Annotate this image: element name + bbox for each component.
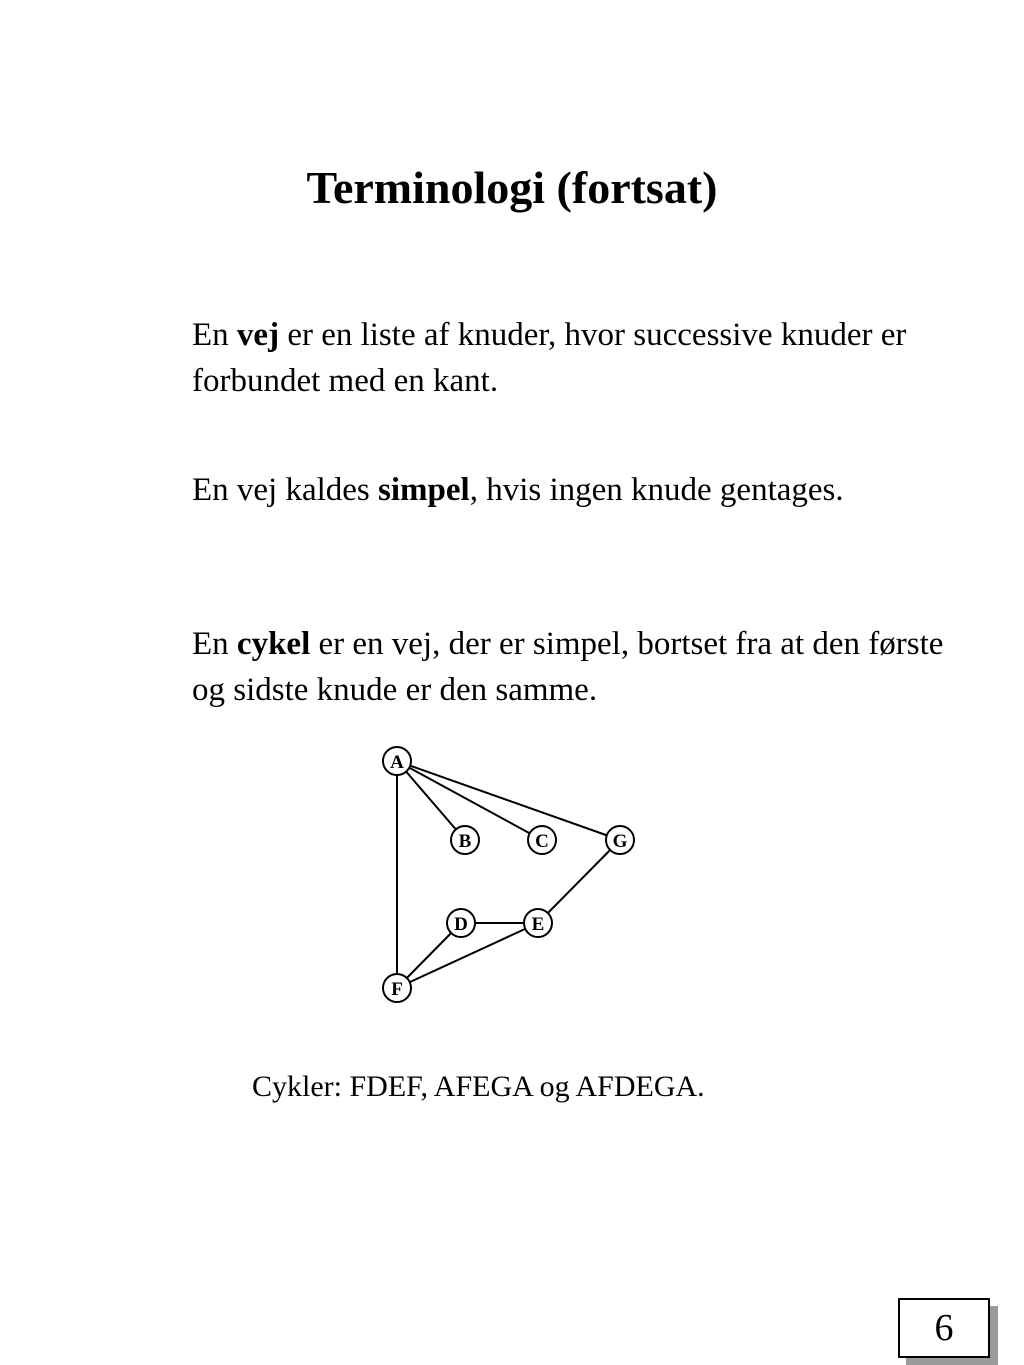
definition-text-pre: En (192, 317, 237, 353)
node-g (606, 826, 634, 854)
node-label: B (458, 831, 472, 852)
definition-text-post: er en liste af knuder, hvor successive knuder er forbundet med en kant. (192, 317, 907, 399)
node-b (451, 826, 479, 854)
node-label: C (535, 831, 549, 852)
cycles-caption: Cykler: FDEF, AFEGA og AFDEGA. (252, 1070, 705, 1103)
node-label: G (612, 831, 628, 852)
definition-text-post: er en vej, der er simpel, bortset fra at den første og sidste knude er den samme. (192, 626, 944, 708)
term-cykel: cykel (236, 626, 311, 662)
node-d (447, 909, 475, 937)
page-number: 6 (898, 1298, 990, 1358)
term-simpel: simpel (378, 472, 470, 508)
node-f (383, 974, 411, 1002)
slide-title: Terminologi (fortsat) (306, 162, 718, 213)
node-e (524, 909, 552, 937)
definition-text-pre: En vej kaldes (192, 472, 379, 508)
term-vej: vej (236, 317, 280, 353)
node-c (528, 826, 556, 854)
graph-edges (397, 761, 620, 988)
node-a (383, 747, 411, 775)
node-label: A (390, 752, 404, 773)
definition-text-post: , hvis ingen knude gentages. (469, 472, 844, 508)
node-label: D (454, 914, 468, 935)
definition-text-pre: En (192, 626, 237, 662)
node-label: F (391, 979, 403, 1000)
node-label: E (531, 914, 545, 935)
